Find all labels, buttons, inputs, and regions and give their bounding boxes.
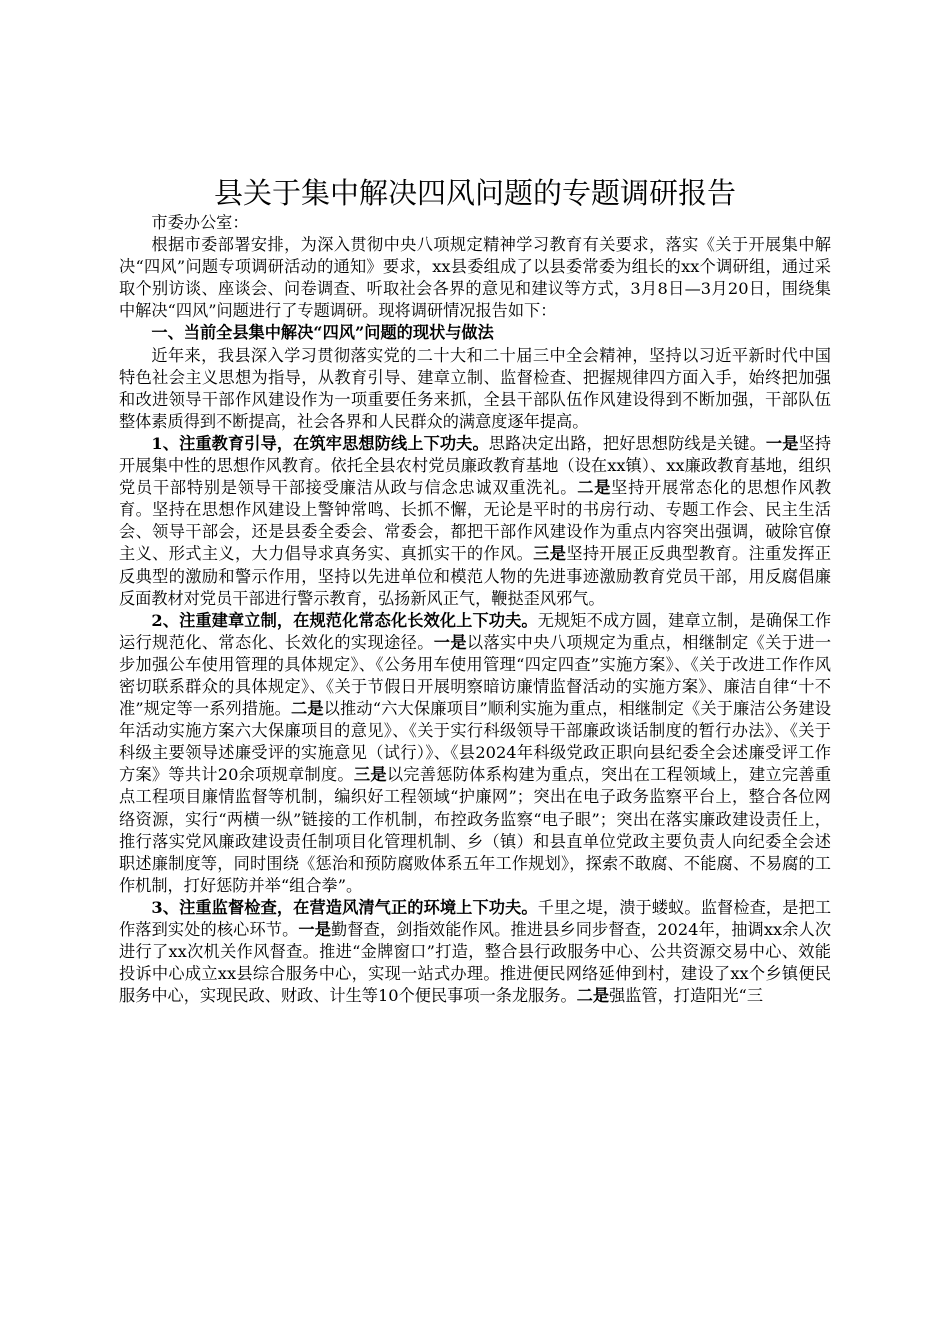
item-1-paragraph: 1、注重教育引导，在筑牢思想防线上下功夫。思路决定出路，把好思想防线是关键。一是坚持开展集中性的思想作风教育。依托全县农村党员廉政教育基地（设在xx镇）、xx廉政教育基地，组织党员干部特别是领导干部接受廉洁从政与信念忠诚双重洗礼。二是坚持开展常态化的思想作风教育。坚持在思想作风建设上警钟常鸣、长抓不懈，无论是平时的书房行动、专题工作会、民主生活会、领导干部会，还是县委全委会、常委会，都把干部作风建设作为重点内容突出强调，破除官僚主义、形式主义，大力倡导求真务实、真抓实干的作风。三是坚持开展正反典型教育。注重发挥正反典型的激励和警示作用，坚持以先进单位和模范人物的先进事迹激励教育党员干部，用反腐倡廉反面教材对党员干部进行警示教育，弘扬新风正气，鞭挞歪风邪气。: [119, 433, 832, 608]
document-page: [119, 166, 831, 1007]
salutation: 市委办公室：: [151, 213, 249, 232]
item-3-paragraph: 3、注重监督检查，在营造风清气正的环境上下功夫。千里之堤，溃于蝼蚁。监督检查，是把工作落到实处的核心环节。一是勤督查，剑指效能作风。推进县乡同步督查，2024年，抽调xx余人次进行了xx次机关作风督查。推进“金牌窗口”打造，整合县行政服务中心、公共资源交易中心、效能投诉中心成立xx县综合服务中心，实现一站式办理。推进便民网络延伸到村，建设了xx个乡镇便民服务中心，实现民政、财政、计生等10个便民事项一条龙服务。二是强监管，打造阳光“三: [119, 897, 832, 1006]
section-1-paragraph: 近年来，我县深入学习贯彻落实党的二十大和二十届三中全会精神，坚持以习近平新时代中国特色社会主义思想为指导，从教育引导、建章立制、监督检查、把握规律四方面入手，始终把加强和改进领导干部作风建设作为一项重要任务来抓，全县干部队伍作风建设得到不断加强，干部队伍整体素质得到不断提高，社会各界和人民群众的满意度逐年提高。: [119, 345, 831, 431]
document-title: 县关于集中解决四风问题的专题调研报告: [213, 176, 736, 210]
item-2-heading: 2、注重建章立制，在规范化常态化长效化上下功夫。: [151, 610, 538, 630]
item-2-paragraph: 2、注重建章立制，在规范化常态化长效化上下功夫。无规矩不成方圆，建章立制，是确保工作运行规范化、常态化、长效化的实现途径。一是以落实中央八项规定为重点，相继制定《关于进一步加强公车使用管理的具体规定》、《公务用车使用管理“四定四查”实施方案》、《关于改进工作作风密切联系群众的具体规定》、《关于节假日开展明察暗访廉情监督活动的实施方案》、廉洁自律“十不准”规定等一系列措施。二是以推动“六大保廉项目”顺利实施为重点，相继制定《关于廉洁公务建设年活动实施方案六大保廉项目的意见》、《关于实行科级领导干部廉政谈话制度的暂行办法》、《关于科级主要领导述廉受评的实施意见（试行）》、《县2024年科级党政正职向县纪委全会述廉受评工作方案》等共计20余项规章制度。三是以完善惩防体系构建为重点，突出在工程领域上，建立完善重点工程项目廉情监督等机制，编织好工程领域“护廉网”；突出在电子政务监察平台上，整合各位网络资源，实行“两横一纵”链接的工作机制，布控政务监察“电子眼”；突出在落实廉政建设责任上，推行落实党风廉政建设责任制项目化管理机制、乡（镇）和县直单位党政主要负责人向纪委全会述职述廉制度等，同时围绕《惩治和预防腐败体系五年工作规划》，探索不敢腐、不能腐、不易腐的工作机制，打好惩防并举“组合拳”。: [119, 610, 832, 895]
section-1-heading: 一、当前全县集中解决“四风”问题的现状与做法: [151, 323, 494, 343]
intro-paragraph: 根据市委部署安排，为深入贯彻中央八项规定精神学习教育有关要求，落实《关于开展集中解决“四风”问题专项调研活动的通知》要求，xx县委组成了以县委常委为组长的xx个调研组，通过采取个别访谈、座谈会、问卷调查、听取社会各界的意见和建议等方式，3月8日—3月20日，围绕集中解决“四风”问题进行了专题调研。现将调研情况报告如下：: [119, 235, 831, 321]
item-1-heading: 1、注重教育引导，在筑牢思想防线上下功夫。: [151, 433, 489, 453]
item-3-heading: 3、注重监督检查，在营造风清气正的环境上下功夫。: [151, 897, 538, 917]
